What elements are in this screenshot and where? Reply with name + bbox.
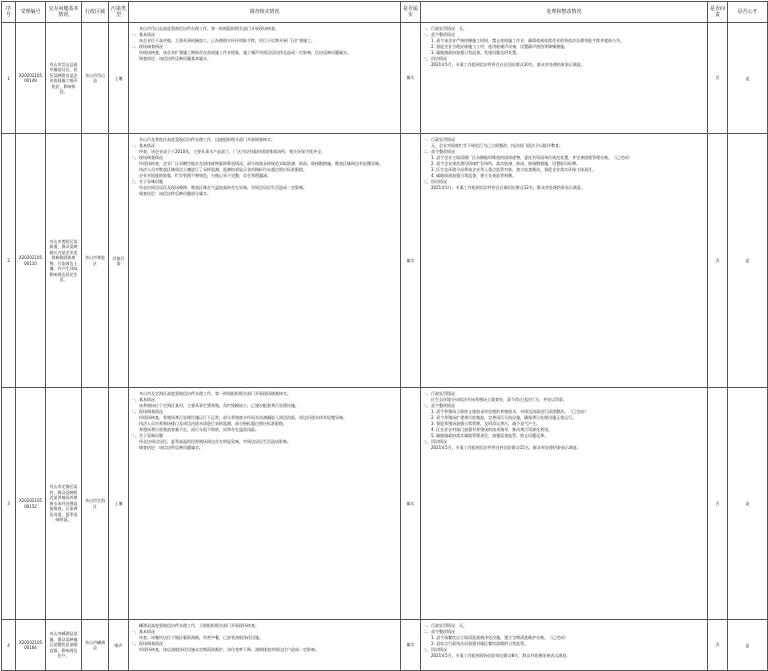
- header-investigation: 调查核实情况: [129, 2, 401, 23]
- investigation-heading: 二、现场调查情况: [131, 641, 163, 646]
- investigation-heading: 一、基本情况: [131, 397, 155, 402]
- header-public: 是否公开: [728, 2, 768, 23]
- investigation-paragraph: 舟山市岱山县高度重视信访件办理工作，第一时间组织相关部门开展现场核查。: [139, 26, 279, 31]
- header-verdict: 是否属实: [401, 2, 421, 23]
- handling-paragraph: 2. 督促企业合理安排施工工序，选用低噪声设备，设置隔声围挡等降噪措施。: [431, 44, 569, 49]
- cell-verdict: 属实: [401, 388, 421, 620]
- petition-table: [1, 1, 768, 671]
- table-row: [2, 134, 768, 388]
- handling-heading: 三、回访情况: [423, 439, 447, 444]
- cell-district: 舟山市普陀区: [82, 134, 109, 388]
- cell-category: 土壤: [109, 23, 129, 134]
- cell-investigation: [129, 23, 401, 134]
- investigation-paragraph: 嵊泗县高度重视信访件办理工作，立即组织相关部门开展现场核查。: [139, 623, 259, 628]
- cell-seq: 1: [2, 23, 16, 134]
- cell-investigation: [129, 388, 401, 620]
- handling-paragraph: 2021年5月，专案工作组到信访件所在社区回访群众10名，群众对处理结果表示满意。: [431, 62, 585, 67]
- header-district: 行政区域: [82, 2, 109, 23]
- handling-paragraph: 3. 督促养殖场加强日常管理，及时清运粪污，减少臭气产生。: [431, 421, 541, 426]
- handling-paragraph: 区生态环境分局依法对该养殖场立案查处，责令改正违法行为，并处以罚款。: [431, 397, 567, 402]
- header-row: [2, 2, 768, 23]
- investigation-paragraph: 经查，该企业成立于2010年，主要从事水产品加工，厂区内设有临时固废堆放场所，相关环保手续齐全。: [139, 149, 326, 154]
- cell-seq: 3: [2, 388, 16, 620]
- cell-seq: 2: [2, 134, 16, 388]
- investigation-heading: 一、基本情况: [131, 143, 155, 148]
- investigation-paragraph: 经现场核查，该店油烟净化设施未定期清洗维护，净化效率下降，油烟排放对周边住户造成一定影响。: [139, 647, 319, 652]
- handling-paragraph: 5. 属地镇政府落实属地管理责任，加强巡查监管，防止问题反弹。: [431, 433, 549, 438]
- cell-case-no: X2020210500149: [16, 23, 46, 134]
- investigation-conclusion: 调查结论：该信访件反映问题基本属实。: [139, 56, 211, 61]
- cell-report: 舟山市定海区某村，群众反映附近某养殖场养殖废水未经处理直接排放，污染周边河道，夏季臭味明显。: [46, 388, 82, 620]
- investigation-paragraph: 经现场核查，该企业扩建施工期间存在夜间施工作业现象，施工噪声对周边居民休息造成一定影响，信访反映问题属实。: [139, 50, 351, 55]
- cell-district: 舟山市岱山县: [82, 23, 109, 134]
- handling-paragraph: 1. 责令该餐饮店立即清洗油烟净化设施，建立定期清洗维护台账。（已完成）: [431, 635, 569, 640]
- header-report: 交办问题基本情况: [46, 2, 82, 23]
- cell-public: 是: [728, 388, 768, 620]
- cell-handling: [421, 134, 708, 388]
- investigation-paragraph: 该企业位于高亭镇，主要从事机械加工，已办理相关环评审批手续，项目于近期开展厂区扩建施工。: [139, 38, 315, 43]
- header-accountability: 是否问责: [708, 2, 728, 23]
- cell-case-no: X2020210500164: [16, 620, 46, 671]
- handling-heading: 一、行政处罚情况：无。: [423, 623, 467, 628]
- handling-paragraph: 1. 责令养殖场立即停止排放未经处理的养殖废水，对周边沟渠进行清淤整治。（已完成）: [431, 409, 589, 414]
- handling-heading: 二、责令整改情况: [423, 629, 455, 634]
- cell-investigation: [129, 620, 401, 671]
- investigation-paragraph: 该养殖场位于定海区某村，主要从事生猪养殖，存栏规模较小，已建设配套粪污处理设施。: [139, 403, 299, 408]
- cell-category: 土壤: [109, 388, 129, 620]
- handling-paragraph: 3. 区生态环境分局将该企业列入重点监管对象，加大检查频次，督促企业落实环保主体责任。: [431, 167, 597, 172]
- cell-investigation: [129, 134, 401, 388]
- handling-paragraph: 2021年5月，专案工作组到信访件所在村回访群众15名，群众对处理结果表示满意。: [431, 445, 581, 450]
- cell-public: 是: [728, 23, 768, 134]
- investigation-paragraph: 经走访周边居民及现场嗅辨，堆放区域在气温较高时存在异味，对周边居民生活造成一定影响。: [139, 185, 307, 190]
- cell-report: 舟山市普陀区某街道，群众反映辖区内某企业违规倾倒固体废物，污染周边土壤，并产生异味影响周边居民生活。: [46, 134, 82, 388]
- cell-verdict: 属实: [401, 620, 421, 671]
- handling-paragraph: 1. 责令该企业严格控制施工时间，禁止夜间施工作业，确需夜间连续作业的须依法办理审批手续并提前公告。: [431, 38, 625, 43]
- cell-accountability: 否: [708, 134, 728, 388]
- investigation-heading: 二、现场调查情况: [131, 409, 163, 414]
- table-row: [2, 388, 768, 620]
- investigation-paragraph: 经现场核查，企业厂区东侧空地存在固体废物临时堆放情况，部分固废未按规范采取防渗、防雨、防扬散措施，堆放区域周边有轻微异味。: [139, 161, 383, 166]
- investigation-heading: 二、现场调查情况: [131, 155, 163, 160]
- handling-paragraph: 1. 责令企业立即清理厂区东侧临时堆放的固体废物，委托有资质单位规范处置，并完善固废管理台账。（已完成）: [431, 155, 633, 160]
- cell-report: 舟山市岱山县高亭镇某社区，居民反映附近某企业夜间施工噪声扰民，影响休息。: [46, 23, 82, 134]
- handling-paragraph: 无。企业对固废贮存不规范行为已立即整改，执法部门依法予以批评教育。: [431, 143, 563, 148]
- handling-paragraph: 4. 区农业农村部门加强对养殖场的技术指导，推动粪污资源化利用。: [431, 427, 553, 432]
- handling-paragraph: 3. 属地镇政府加强日常巡查，发现问题及时处置。: [431, 50, 521, 55]
- cell-accountability: 否: [708, 23, 728, 134]
- investigation-paragraph: 养殖场粪污收集池容量不足，雨污分流不彻底，雨季存在溢流风险。: [139, 427, 259, 432]
- investigation-paragraph: 经走访周边居民，夏季高温时段养殖场周边存在明显臭味，对周边居民生活造成影响。: [139, 439, 291, 444]
- handling-heading: 二、责令整改情况: [423, 149, 455, 154]
- cell-public: 是: [728, 134, 768, 388]
- cell-case-no: X2020210500110: [16, 134, 46, 388]
- cell-report: 舟山市嵊泗县某镇，群众反映镇区某餐饮店油烟直排，影响周边住户。: [46, 620, 82, 671]
- cell-public: 是: [728, 620, 768, 671]
- cell-handling: [421, 23, 708, 134]
- handling-heading: 一、行政处罚情况: [423, 137, 455, 142]
- handling-heading: 一、行政处罚情况：无。: [423, 26, 467, 31]
- investigation-paragraph: 经查，该餐饮店位于镇区临街商铺，经营中餐，已安装油烟净化设施。: [139, 635, 263, 640]
- investigation-conclusion: 调查结论：该信访件反映问题部分属实。: [139, 191, 211, 196]
- table-row: [2, 620, 768, 671]
- cell-district: 舟山市定海区: [82, 388, 109, 620]
- handling-paragraph: 2. 责令养殖场扩建粪污收集池，完善雨污分流设施，确保粪污处理设施正常运行。: [431, 415, 577, 420]
- handling-paragraph: 2. 县综合行政执法局加强对镇区餐饮油烟的日常监管。: [431, 641, 529, 646]
- handling-heading: 三、回访情况: [423, 179, 447, 184]
- header-case-no: 受理编号: [16, 2, 46, 23]
- handling-paragraph: 4. 属地街道加强日常巡查，建立长效监管机制。: [431, 173, 517, 178]
- handling-heading: 二、责令整改情况: [423, 32, 455, 37]
- cell-accountability: 否: [708, 620, 728, 671]
- cell-verdict: 属实: [401, 134, 421, 388]
- handling-paragraph: 2021年5月，专案工作组到信访件所在区域回访群众12名，群众对处理结果表示满意。: [431, 185, 585, 190]
- header-seq: 序号: [2, 2, 16, 23]
- cell-category: 其他污染: [109, 134, 129, 388]
- cell-accountability: 否: [708, 388, 728, 620]
- investigation-heading: 三、关于异味问题: [131, 179, 163, 184]
- investigation-paragraph: 企业对固废的收集、贮存管理不够规范，台账记录不完整，存在管理漏洞。: [139, 173, 271, 178]
- handling-heading: 二、责令整改情况: [423, 403, 455, 408]
- cell-verdict: 属实: [401, 23, 421, 134]
- investigation-paragraph: 舟山市及定海区高度重视信访件办理工作，第一时间组织相关部门开展现场调查核实。: [139, 391, 291, 396]
- cell-case-no: X2020210500152: [16, 388, 46, 620]
- header-handling: 处理和整改情况: [421, 2, 708, 23]
- investigation-heading: 三、关于臭味问题: [131, 433, 163, 438]
- cell-seq: 4: [2, 620, 16, 671]
- cell-handling: [421, 388, 708, 620]
- investigation-heading: 一、基本情况: [131, 629, 155, 634]
- handling-paragraph: 2. 责令企业规范建设固废贮存场所，落实防渗、防雨、防扬散措施，设置标识标牌。: [431, 161, 581, 166]
- cell-handling: [421, 620, 708, 671]
- handling-heading: 一、行政处罚情况: [423, 391, 455, 396]
- investigation-heading: 一、基本情况: [131, 32, 155, 37]
- table-row: [2, 23, 768, 134]
- cell-district: 舟山市嵊泗县: [82, 620, 109, 671]
- investigation-paragraph: 执法人员对养殖场排口及周边河道水质进行采样监测，部分指标超过相应标准限值。: [139, 421, 287, 426]
- handling-paragraph: 2021年5月，专案工作组到现场回访周边群众8名，群众对处理结果表示满意。: [431, 653, 571, 658]
- header-category: 污染类型: [109, 2, 129, 23]
- investigation-paragraph: 舟山市及普陀区高度重视信访件办理工作，迅速组织相关部门开展调查核实。: [139, 137, 275, 142]
- investigation-paragraph: 执法人员对堆放区域周边土壤进行了采样监测，监测结果显示各项指标均未超过相应标准限值。: [139, 167, 307, 172]
- investigation-heading: 二、现场调查情况: [131, 44, 163, 49]
- handling-heading: 三、回访情况: [423, 56, 447, 61]
- investigation-conclusion: 调查结论：该信访件反映问题属实。: [139, 445, 203, 450]
- handling-heading: 三、回访情况: [423, 647, 447, 652]
- cell-category: 噪声: [109, 620, 129, 671]
- investigation-paragraph: 经现场核查，养殖场粪污处理设施运行不正常，部分养殖废水经雨水沟渗漏进入周边沟渠，周边河道水体有轻微异味。: [139, 415, 347, 420]
